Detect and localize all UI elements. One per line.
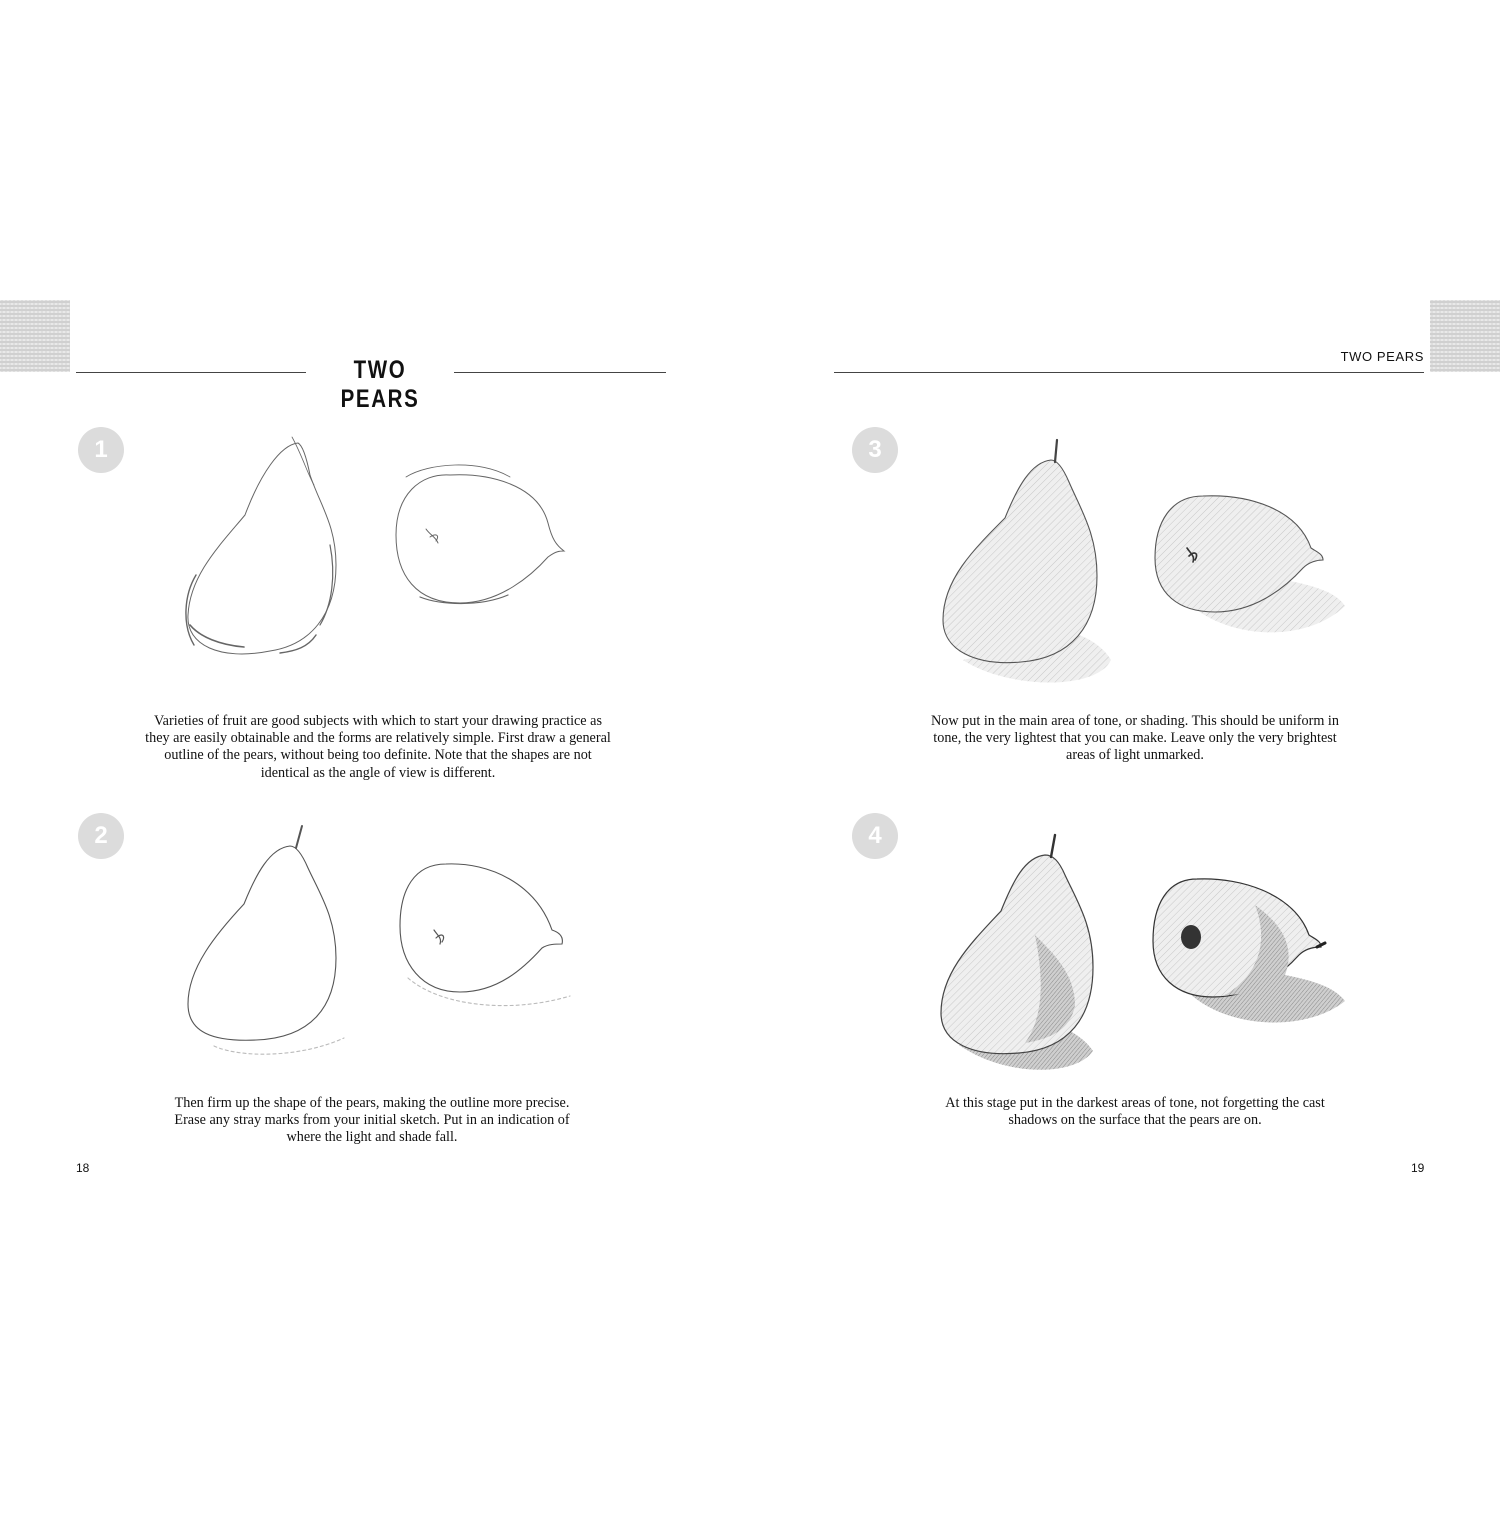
corner-texture-left	[0, 300, 70, 372]
step-1-illustration	[160, 425, 620, 675]
header-rule-left-a	[76, 372, 306, 373]
step-3-caption: Now put in the main area of tone, or shading. This should be uniform in tone, the very lightest that you can make. Leave only the very brightest areas of light unmarked.	[931, 713, 1339, 764]
step-1-caption: Varieties of fruit are good subjects with which to start your drawing practice as they are easily obtainable and the forms are relatively simple. First draw a general outline of the pears, without being too definite. Note that the shapes are not identical as the angle of view is different.	[145, 713, 611, 781]
step-4-caption: At this stage put in the darkest areas of tone, not forgetting the cast shadows on the surface that the pears are on.	[945, 1095, 1325, 1129]
step-badge-1: 1	[78, 427, 124, 473]
step-badge-3: 3	[852, 427, 898, 473]
pear-toned-tall	[943, 440, 1111, 683]
corner-texture-right	[1430, 300, 1500, 372]
pear-shaded-round	[1153, 879, 1345, 1023]
header-rule-right	[834, 372, 1424, 373]
chapter-title: TWO PEARS	[340, 356, 420, 413]
pear-sketch-round	[396, 465, 564, 604]
pear-outline-tall	[188, 826, 344, 1054]
page-number-right: 19	[1411, 1161, 1425, 1175]
step-badge-2: 2	[78, 813, 124, 859]
pear-toned-round	[1155, 496, 1345, 633]
step-3-illustration	[925, 430, 1365, 690]
pear-shaded-tall	[941, 835, 1093, 1070]
header-rule-left-b	[454, 372, 666, 373]
step-2-caption: Then firm up the shape of the pears, making the outline more precise. Erase any stray marks from your initial sketch. Put in an indication of where the light and shade fall.	[174, 1095, 570, 1146]
step-2-illustration	[160, 818, 620, 1068]
page-number-left: 18	[76, 1161, 90, 1175]
pear-outline-round	[400, 864, 570, 1006]
step-badge-4: 4	[852, 813, 898, 859]
step-4-illustration	[925, 825, 1365, 1075]
pear-sketch-tall	[186, 437, 336, 654]
running-head: TWO PEARS	[1340, 349, 1424, 364]
